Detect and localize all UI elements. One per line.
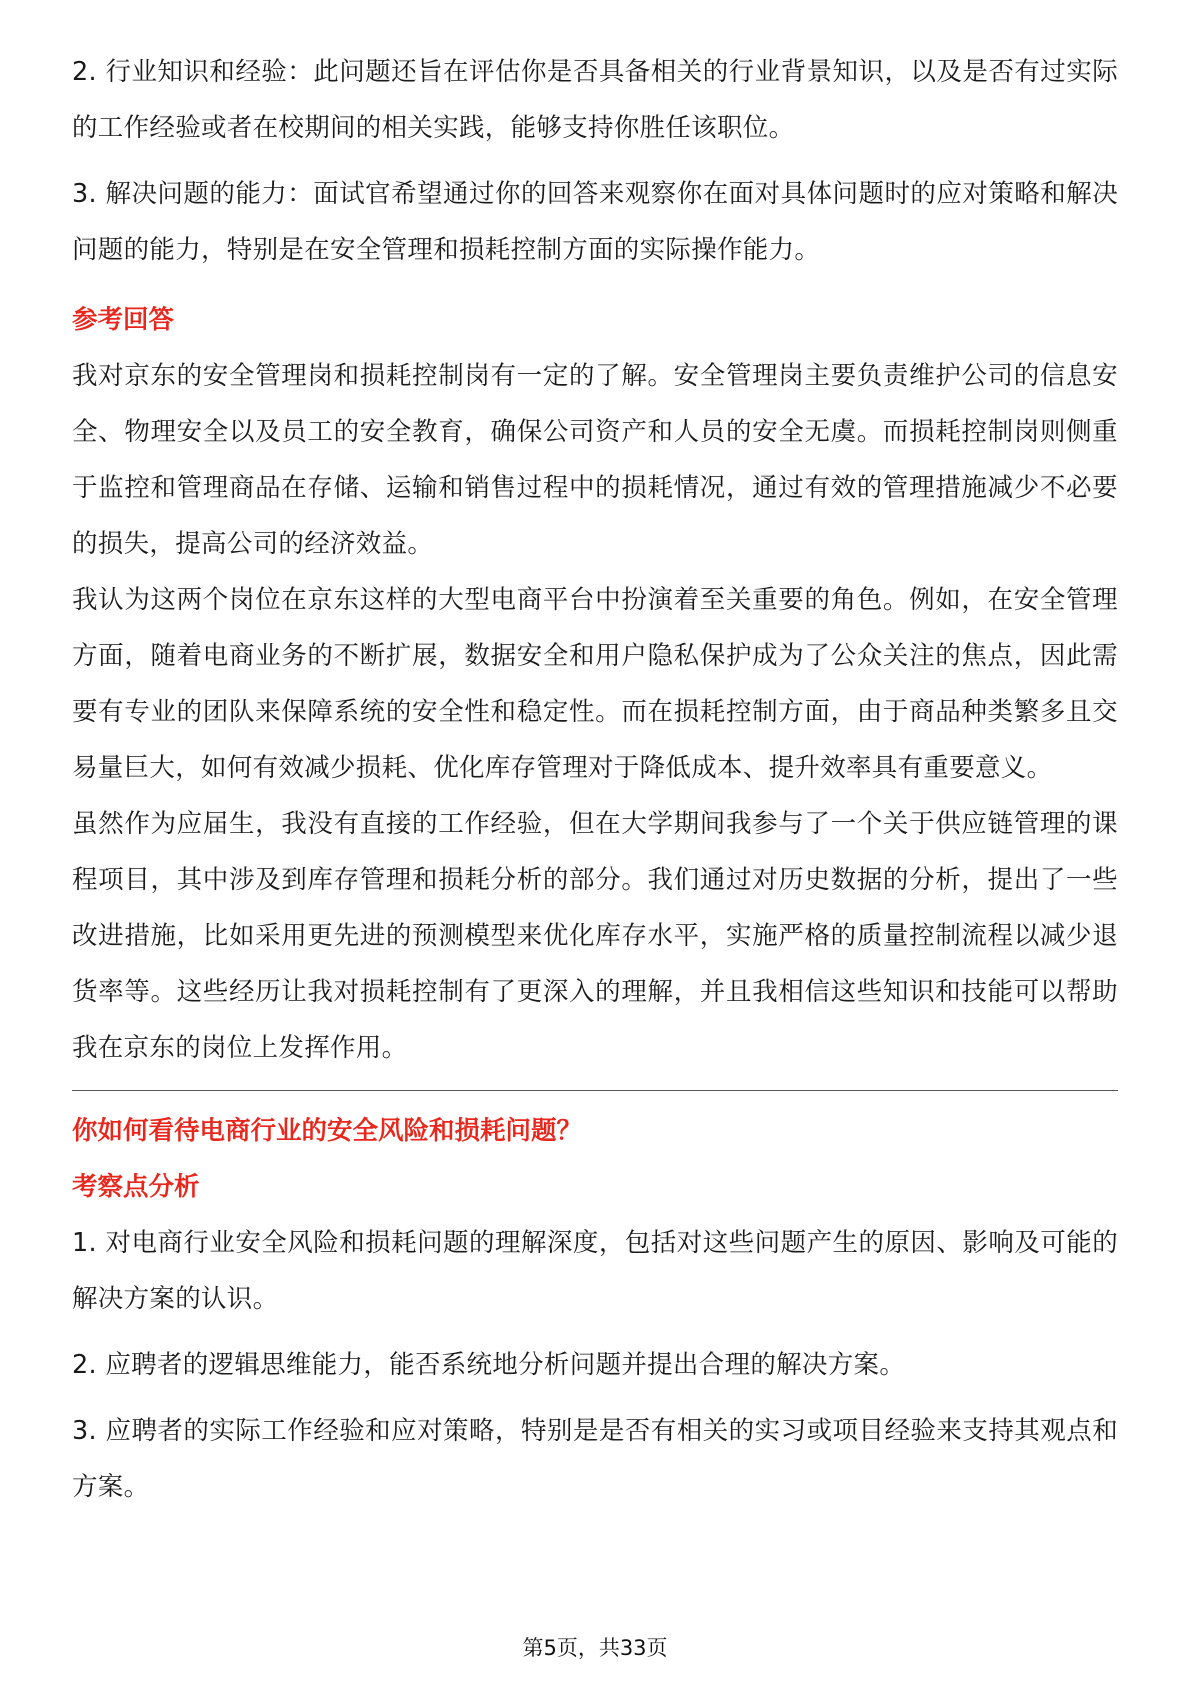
analysis-item-1: 1. 对电商行业安全风险和损耗问题的理解深度，包括对这些问题产生的原因、影响及可能的解决方案的认识。 <box>72 1228 1118 1314</box>
analysis-item-3: 3. 应聘者的实际工作经验和应对策略，特别是是否有相关的实习或项目经验来支持其观点和方案。 <box>72 1416 1118 1502</box>
analysis-heading: 考察点分析 <box>72 1172 200 1202</box>
analysis-item-2: 2. 应聘者的逻辑思维能力，能否系统地分析问题并提出合理的解决方案。 <box>72 1350 906 1380</box>
answer-heading: 参考回答 <box>72 305 175 335</box>
prev-item-2: 2. 行业知识和经验：此问题还旨在评估你是否具备相关的行业背景知识，以及是否有过实际的工作经验或者在校期间的相关实践，能够支持你胜任该职位。 <box>72 57 1118 143</box>
document-page <box>72 44 1118 1515</box>
section-divider <box>72 1090 1118 1091</box>
answer-paragraph-3: 虽然作为应届生，我没有直接的工作经验，但在大学期间我参与了一个关于供应链管理的课程项目，其中涉及到库存管理和损耗分析的部分。我们通过对历史数据的分析，提出了一些改进措施，比如采用更先进的预测模型来优化库存水平，实施严格的质量控制流程以减少退货率等。这些经历让我对损耗控制有了更深入的理解，并且我相信这些知识和技能可以帮助我在京东的岗位上发挥作用。 <box>72 809 1118 1063</box>
answer-paragraph-2: 我认为这两个岗位在京东这样的大型电商平台中扮演着至关重要的角色。例如，在安全管理方面，随着电商业务的不断扩展，数据安全和用户隐私保护成为了公众关注的焦点，因此需要有专业的团队来保障系统的安全性和稳定性。而在损耗控制方面，由于商品种类繁多且交易量巨大，如何有效减少损耗、优化库存管理对于降低成本、提升效率具有重要意义。 <box>72 585 1118 783</box>
prev-item-3: 3. 解决问题的能力：面试官希望通过你的回答来观察你在面对具体问题时的应对策略和解决问题的能力，特别是在安全管理和损耗控制方面的实际操作能力。 <box>72 179 1118 265</box>
answer-paragraph-1: 我对京东的安全管理岗和损耗控制岗有一定的了解。安全管理岗主要负责维护公司的信息安全、物理安全以及员工的安全教育，确保公司资产和人员的安全无虞。而损耗控制岗则侧重于监控和管理商品在存储、运输和销售过程中的损耗情况，通过有效的管理措施减少不必要的损失，提高公司的经济效益。 <box>72 361 1118 559</box>
question-title: 你如何看待电商行业的安全风险和损耗问题？ <box>72 1116 583 1146</box>
page-number: 第5页，共33页 <box>522 1636 668 1660</box>
